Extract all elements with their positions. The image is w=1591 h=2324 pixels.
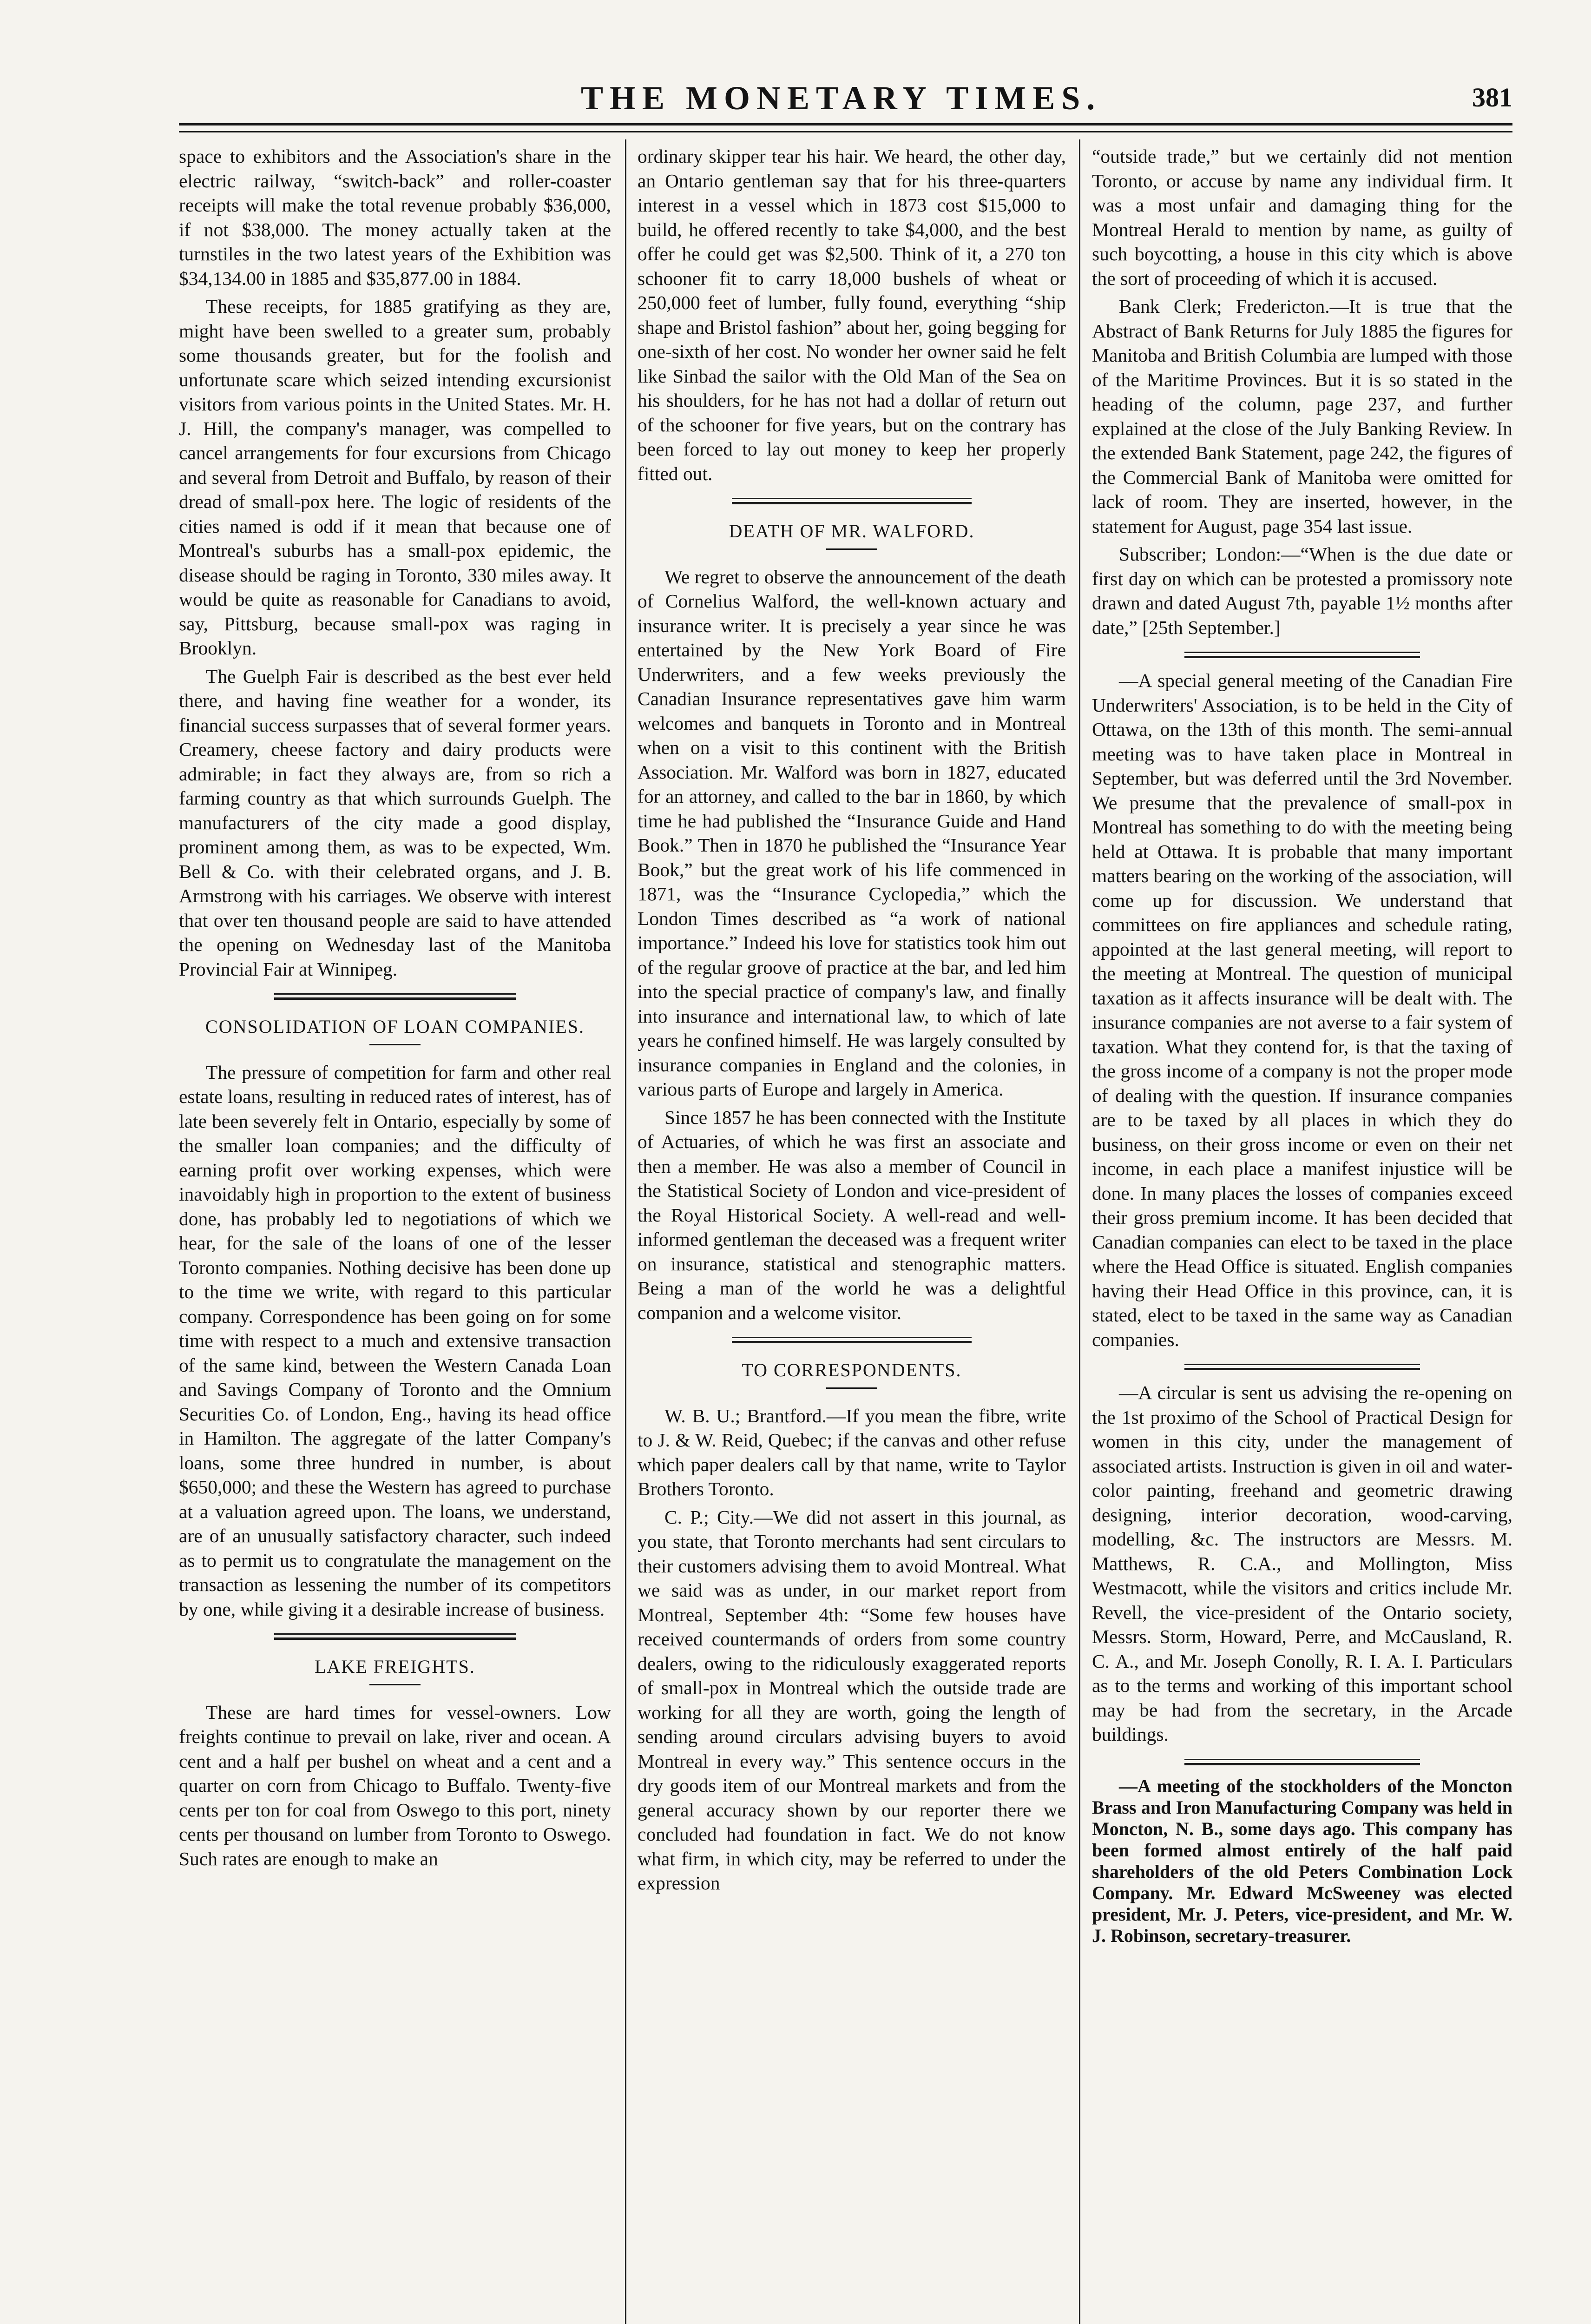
header-rule-bottom (179, 131, 1512, 132)
paragraph: These receipts, for 1885 gratifying as they are, might have been swelled to a greater sum, probably some thousands greater, but for the foolish and unfortunate scare which seized intending excursionist visitors from various points in the United States. Mr. H. J. Hill, the company's manager, was compelled to cancel arrangements for four excursions from Chicago and several from Detroit and Buffalo, by reason of their dread of small-pox here. The logic of residents of the cities named is odd if it mean that because one of Montreal's suburbs has a small-pox epidemic, the disease should be raging in Toronto, 330 miles away. It would be quite as reasonable for Canadians to avoid, say, Pittsburg, because small-pox was raging in Brooklyn. (179, 296, 611, 659)
paragraph: —A circular is sent us advising the re-opening on the 1st proximo of the School of Practical Design for women in this city, under the management of associated artists. Instruction is given in oil and water-color painting, freehand and geometric drawing designing, interior decoration, wood-carving, modelling, &c. The instructors are Messrs. M. Matthews, R. C.A., and Mollington, Miss Westmacott, while the visitors and critics include Mr. Revell, the vice-president of the Ontario society, Messrs. Storm, Howard, Perre, and McCausland, R. C. A., and Mr. Joseph Conolly, R. I. A. I. Particulars as to the terms and working of this important school may be had from the secretary, in the Arcade buildings. (1092, 1382, 1512, 1745)
section-rule (1092, 1758, 1512, 1767)
paragraph: —A special general meeting of the Canadian Fire Underwriters' Association, is to be held in the City of Ottawa, on the 13th of this month. The semi-annual meeting was to have taken place in Montreal in September, but was deferred until the 3rd November. We presume that the prevalence of small-pox in Montreal has something to do with the meeting being held at Ottawa. It is probable that many important matters bearing on the working of the association, will come up for discussion. We understand that committees on fire appliances and schedule rating, appointed at the last general meeting, will report to the meeting at Montreal. The question of municipal taxation as it affects insurance will be dealt with. The insurance companies are not averse to a fair system of taxation. What they contend for, is that the taxing of the gross income of a company is not the proper mode of dealing with the question. If insurance companies are to be taxed by all places in which they do business, on their gross income or even on their net income, in each place a manifest injustice will be done. In many places the losses of companies exceed their gross premium income. It has been decided that Canadian companies can elect to be taxed in the place where the Head Office is situated. English companies having their Head Office in this province, can, it is stated, elect to be taxed in the same way as Canadian companies. (1092, 670, 1512, 1350)
section-rule (1092, 1363, 1512, 1372)
section-rule (1092, 651, 1512, 660)
masthead-title: THE MONETARY TIMES. (581, 79, 1102, 117)
paragraph: We regret to observe the announcement of the death of Cornelius Walford, the well-known actuary and insurance writer. It is precisely a year since he was entertained by the New York Board of Fire Underwriters, and a few weeks previously the Canadian Insurance representatives gave him warm welcomes and banquets in Toronto and in Montreal when on a visit to this continent with the British Association. Mr. Walford was born in 1827, educated for an attorney, and called to the bar in 1860, by which time he had published the “Insurance Guide and Hand Book.” Then in 1870 he published the “Insurance Year Book,” but the great work of his life commenced in 1871, was the “Insurance Cyclopedia,” which the London Times described as “a work of national importance.” Indeed his love for statistics took him out of the regular groove of practice at the bar, and led him into the special practice of company's law, and finally into insurance and international law, to which of late years he confined himself. He was largely consulted by insurance companies in England and the colonies, in various parts of Europe and largely in America. (638, 566, 1066, 1100)
column-divider-1 (625, 139, 626, 2324)
section-heading: DEATH OF MR. WALFORD. (729, 521, 975, 541)
paragraph: The pressure of competition for farm and other real estate loans, resulting in reduced rates of interest, has of late been severely felt in Ontario, especially by some of the smaller loan companies; and the difficulty of earning profit over working expenses, which were inavoidably high in proportion to the extent of business done, has probably led to negotiations of which we hear, for the sale of the loans of one of the lesser Toronto companies. Nothing decisive has been done up to the time we write, with regard to this particular company. Correspondence has been going on for some time with respect to a much and extensive transaction of the same kind, between the Western Canada Loan and Savings Company of Toronto and the Omnium Securities Co. of London, Eng., having its head office in Hamilton. The aggregate of the latter Company's loans, some three hundred in number, is about $650,000; and these the Western has agreed to purchase at a valuation agreed upon. The loans, we understand, are of an unusually satisfactory character, such indeed as to permit us to congratulate the management on the transaction as lessening the number of its competitors by one, while giving it a desirable increase of business. (179, 1061, 611, 1620)
paragraph: W. B. U.; Brantford.—If you mean the fibre, write to J. & W. Reid, Quebec; if the canvas and other refuse which paper dealers call by that name, write to Taylor Brothers Toronto. (638, 1405, 1066, 1499)
paragraph: These are hard times for vessel-owners. Low freights continue to prevail on lake, river and ocean. A cent and a half per bushel on wheat and a cent and a quarter on corn from Chicago to Buffalo. Twenty-five cents per ton for coal from Oswego to this port, ninety cents per thousand on lumber from Toronto to Oswego. Such rates are enough to make an (179, 1701, 611, 1869)
paragraph: —A meeting of the stockholders of the Moncton Brass and Iron Manufacturing Company was held in Moncton, N. B., some days ago. This company has been formed almost entirely of the half paid shareholders of the old Peters Combination Lock Company. Mr. Edward McSweeney was elected president, Mr. J. Peters, vice-president, and Mr. W. J. Robinson, secretary-treasurer. (1092, 1775, 1512, 1946)
column-divider-2 (1079, 139, 1080, 2324)
section-heading: TO CORRESPONDENTS. (742, 1360, 962, 1380)
heading-underline (369, 1044, 421, 1045)
paragraph: space to exhibitors and the Association's share in the electric railway, “switch-back” and roller-coaster receipts will make the total revenue probably $36,000, if not $38,000. The money actually taken at the turnstiles in the two latest years of the Exhibition was $34,134.00 in 1885 and $35,877.00 in 1884. (179, 145, 611, 289)
section-rule (179, 992, 611, 1002)
heading-underline (369, 1684, 421, 1685)
page-number: 381 (1472, 82, 1512, 112)
paragraph: Bank Clerk; Fredericton.—It is true that the Abstract of Bank Returns for July 1885 the figures for Manitoba and British Columbia are lumped with those of the Maritime Provinces. But it is so stated in the heading of the column, page 237, and further explained at the close of the July Banking Review. In the extended Bank Statement, page 242, the figures of the Commercial Bank of Manitoba were omitted for lack of room. They are inserted, however, in the statement for August, page 354 last issue. (1092, 296, 1512, 537)
section-heading: LAKE FREIGHTS. (315, 1656, 475, 1677)
heading-underline (826, 1387, 877, 1389)
section-heading: CONSOLIDATION OF LOAN COMPANIES. (205, 1016, 585, 1037)
header-rule-top (179, 123, 1512, 125)
column-1 (179, 144, 611, 2324)
paragraph: C. P.; City.—We did not assert in this journal, as you state, that Toronto merchants had sent circulars to their customers advising them to avoid Montreal. What we said was as under, in our market report from Montreal, September 4th: “Some few houses have received countermands of orders from some country dealers, owing to the ridiculously exaggerated reports of small-pox in Montreal which the outside trade are working for all they are worth, going the length of sending around circulars advising buyers to avoid Montreal in every way.” This sentence occurs in the dry goods item of our Montreal markets and from the general accuracy shown by our reporter there we concluded had foundation in fact. We do not know what firm, in which city, may be referred to under the expression (638, 1506, 1066, 1894)
heading-underline (826, 548, 877, 550)
paragraph: Subscriber; London:—“When is the due date or first day on which can be protested a promissory note drawn and dated August 7th, payable 1½ months after date,” [25th September.] (1092, 543, 1512, 638)
column-2 (638, 144, 1066, 2324)
paragraph: ordinary skipper tear his hair. We heard, the other day, an Ontario gentleman say that for his three-quarters interest in a vessel which in 1873 cost $15,000 to build, he offered recently to take $4,000, and the best offer he could get was $2,500. Think of it, a 270 ton schooner fit to carry 18,000 bushels of wheat or 250,000 feet of lumber, fully found, everything “ship shape and Bristol fashion” about her, going begging for one-sixth of her cost. No wonder her owner said he felt like Sinbad the sailor with the Old Man of the Sea on his shoulders, for he has not had a dollar of return out of the schooner for five years, but on the contrary has been forced to lay out money to keep her properly fitted out. (638, 145, 1066, 484)
section-rule (638, 497, 1066, 506)
section-rule (179, 1632, 611, 1642)
paragraph: Since 1857 he has been connected with the Institute of Actuaries, of which he was first an associate and then a member. He was also a member of Council in the Statistical Society of London and vice-president of the Royal Historical Society. A well-read and well-informed gentleman the deceased was a frequent writer on insurance, statistical and stenographic matters. Being a man of the world he was a delightful companion and a welcome visitor. (638, 1106, 1066, 1323)
paragraph: “outside trade,” but we certainly did not mention Toronto, or accuse by name any individual firm. It was a most unfair and damaging thing for the Montreal Herald to mention by name, as guilty of such boycotting, a house in this city which is above the sort of proceeding of which it is accused. (1092, 145, 1512, 289)
paragraph: The Guelph Fair is described as the best ever held there, and having fine weather for a wonder, its financial success surpasses that of several former years. Creamery, cheese factory and dairy products were admirable; in fact they always are, from so rich a farming country as that which surrounds Guelph. The manufacturers of the city made a good display, prominent among them, as was to be expected, Wm. Bell & Co. with their celebrated organs, and J. B. Armstrong with his carriages. We observe with interest that over ten thousand people are said to have attended the opening on Wednesday last of the Manitoba Provincial Fair at Winnipeg. (179, 665, 611, 980)
column-3 (1092, 144, 1512, 2324)
section-rule (638, 1336, 1066, 1345)
